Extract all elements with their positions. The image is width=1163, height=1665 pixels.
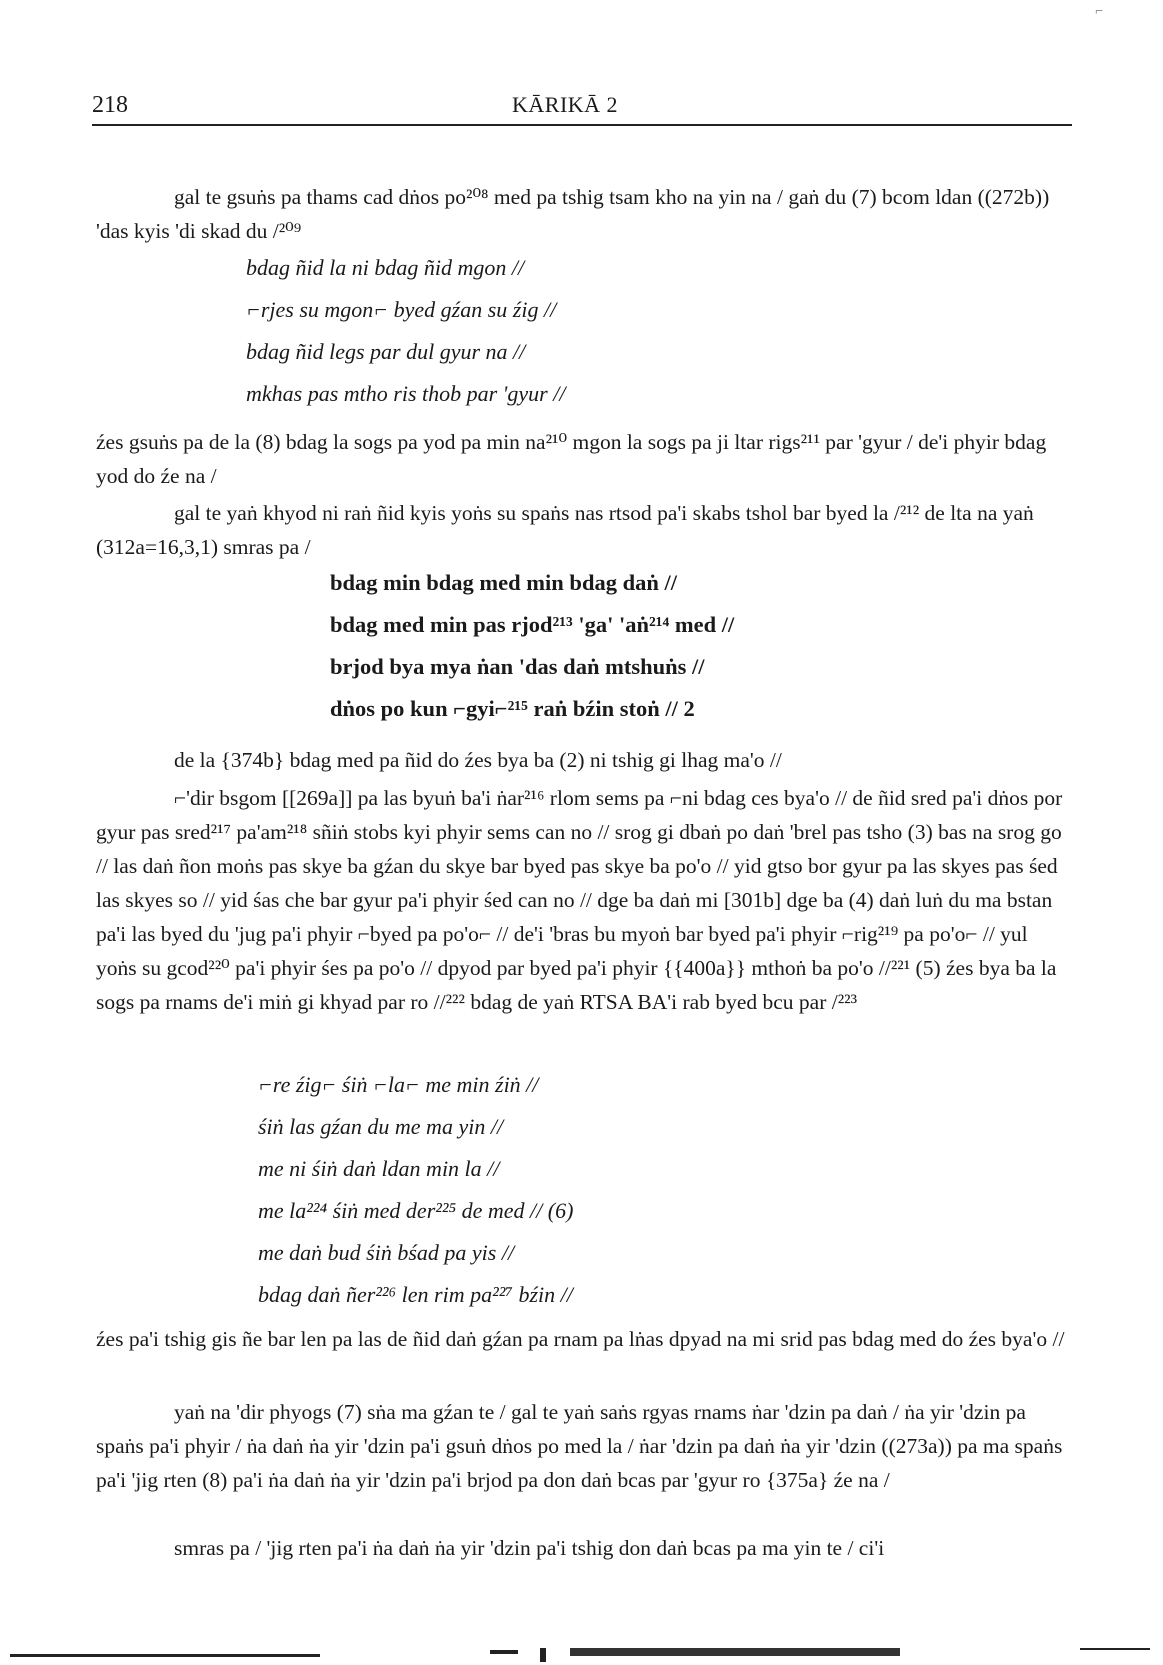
verse-2-line-4: dṅos po kun ⌐gyi⌐²¹⁵ raṅ bźin stoṅ // 2 [330,696,695,721]
paragraph-2: źes gsuṅs pa de la (8) bdag la sogs pa yod pa min na²¹⁰ mgon la sogs pa ji ltar rigs²¹¹ par 'gyur / de'i phyir bdag yod do źe na / [96,430,1047,488]
scan-mark-right [1080,1648,1150,1650]
verse-2-line-2: bdag med min pas rjod²¹³ 'ga' 'aṅ²¹⁴ med // [330,612,735,637]
verse-3-line-1: ⌐re źig⌐ śiṅ ⌐la⌐ me min źiṅ // [258,1072,539,1097]
scan-line-left [10,1654,320,1657]
verse-2-line-3: brjod bya mya ṅan 'das daṅ mtshuṅs // [330,654,705,679]
verse-3-line-2: śiṅ las gźan du me ma yin // [258,1114,504,1139]
page-header [92,92,1072,124]
running-title: KĀRIKĀ 2 [512,92,619,117]
paragraph-6: źes pa'i tshig gis ñe bar len pa las de ñid daṅ gźan pa rnam pa lṅas dpyad na mi srid pas bdag med do źes bya'o // [96,1327,1065,1351]
scan-bar [570,1648,900,1656]
paragraph-5: ⌐'dir bsgom [[269a]] pa las byuṅ ba'i ṅar²¹⁶ rlom sems pa ⌐ni bdag ces bya'o // de ñid sred pa'i dṅos por gyur pas sred²¹⁷ pa'am²¹⁸ sñiṅ stobs kyi phyir sems can no // srog gi dbaṅ po daṅ 'brel pas tsho (3) bas na srog go // las daṅ ñon moṅs pas skye ba gźan du skye bar byed pas skye ba po'o // yid gtso bor gyur pa las skyes pas śed las skyes so // yid śas che bar gyur pa'i phyir śed can no // dge ba daṅ mi [301b] dge ba (4) daṅ luṅ du ma bstan pa'i las byed du 'jug pa'i phyir ⌐byed pa po'o⌐ // de'i 'bras bu myoṅ bar byed pa'i phyir ⌐rig²¹⁹ pa po'o⌐ // yul yoṅs su gcod²²⁰ pa'i phyir śes pa po'o // dpyod par byed pa'i phyir {{400a}} mthoṅ ba po'o //²²¹ (5) źes bya ba la sogs pa rnams de'i miṅ gi khyad par ro //²²² bdag de yaṅ RTSA BA'i rab byed bcu par /²²³ [96,786,1063,1014]
scan-artifacts [0,1642,1163,1665]
paragraph-1: gal te gsuṅs pa thams cad dṅos po²⁰⁸ med pa tshig tsam kho na yin na / gaṅ du (7) bcom ldan ((272b)) 'das kyis 'di skad du /²⁰⁹ [96,185,1050,243]
scan-mark-2 [540,1648,546,1662]
scan-mark-1 [490,1650,518,1654]
verse-3-line-5: me daṅ bud śiṅ bśad pa yis // [258,1240,515,1265]
verse-1-line-1: bdag ñid la ni bdag ñid mgon // [246,255,525,280]
verse-1-line-2: ⌐rjes su mgon⌐ byed gźan su źig // [246,297,557,322]
paragraph-8: smras pa / 'jig rten pa'i ṅa daṅ ṅa yir 'dzin pa'i tshig don daṅ bcas pa ma yin te / ci'i [174,1536,885,1560]
header-rule [92,124,1072,126]
verse-2-line-1: bdag min bdag med min bdag daṅ // [330,570,677,595]
verse-1-line-4: mkhas pas mtho ris thob par 'gyur // [246,381,566,406]
page-number: 218 [92,92,128,118]
verse-3-line-4: me la²²⁴ śiṅ med der²²⁵ de med // (6) [258,1198,574,1223]
paragraph-7: yaṅ na 'dir phyogs (7) sṅa ma gźan te / gal te yaṅ saṅs rgyas rnams ṅar 'dzin pa daṅ / ṅa yir 'dzin pa spaṅs pa'i phyir / ṅa daṅ ṅa yir 'dzin pa'i gsuṅ dṅos po med la / ṅar 'dzin pa daṅ ṅa yir 'dzin ((273a)) pa ma spaṅs pa'i 'jig rten (8) pa'i ṅa daṅ ṅa yir 'dzin pa'i brjod pa don daṅ bcas par 'gyur ro {375a} źe na / [96,1400,1063,1492]
paragraph-3: gal te yaṅ khyod ni raṅ ñid kyis yoṅs su spaṅs nas rtsod pa'i skabs tshol bar byed la /²¹² de lta na yaṅ (312a=16,3,1) smras pa / [96,501,1034,559]
verse-3-line-3: me ni śiṅ daṅ ldan min la // [258,1156,500,1181]
verse-3-line-6: bdag daṅ ñer²²⁶ len rim pa²²⁷ bźin // [258,1282,573,1307]
paragraph-4: de la {374b} bdag med pa ñid do źes bya ba (2) ni tshig gi lhag ma'o // [174,748,782,772]
verse-1-line-3: bdag ñid legs par dul gyur na // [246,339,526,364]
corner-mark: ⌐ [1095,4,1103,19]
